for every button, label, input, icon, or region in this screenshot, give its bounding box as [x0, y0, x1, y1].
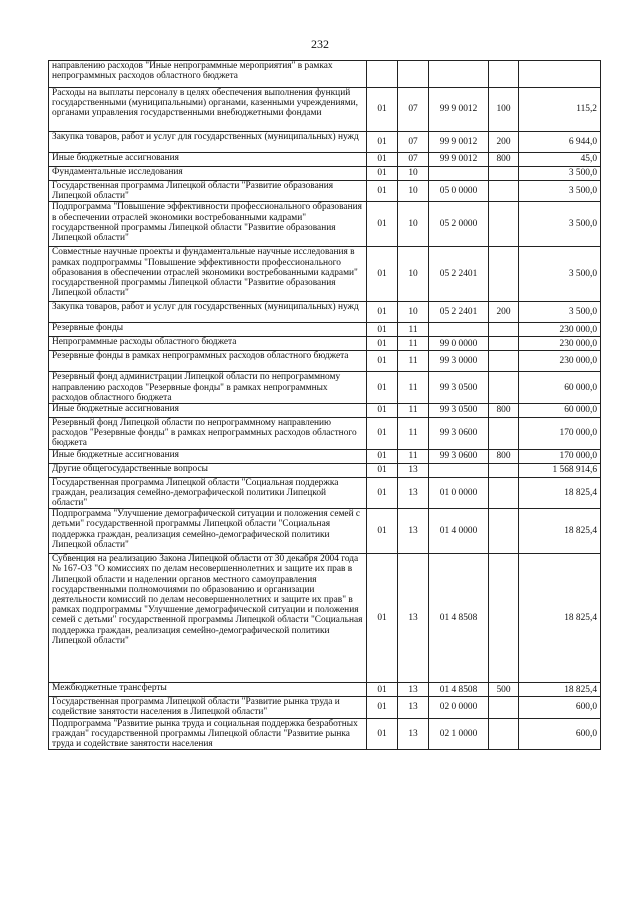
razdel-cell: 01 — [367, 167, 398, 181]
table-row — [49, 697, 601, 718]
amount-cell: 18 825,4 — [519, 683, 601, 697]
expense-type-cell — [489, 718, 519, 750]
row-name-cell: Резервные фонды — [49, 323, 367, 337]
target-article-cell: 99 3 0600 — [429, 418, 489, 450]
table-row — [49, 477, 601, 509]
razdel-cell: 01 — [367, 247, 398, 302]
amount-cell: 3 500,0 — [519, 181, 601, 202]
razdel-cell: 01 — [367, 418, 398, 450]
row-name-cell: Совместные научные проекты и фундаментальные научные исследования в рамках подпрограммы "Повышение эффективности профессионального образования в обеспечении отраслей экономики востребованными кадрами" государственной программы Липецкой области "Развитие образования Липецкой области" — [49, 247, 367, 302]
razdel-cell: 01 — [367, 181, 398, 202]
amount-cell: 600,0 — [519, 697, 601, 718]
table-row — [49, 88, 601, 132]
target-article-cell: 02 0 0000 — [429, 697, 489, 718]
razdel-cell: 01 — [367, 153, 398, 167]
target-article-cell: 99 3 0500 — [429, 372, 489, 404]
podrazdel-cell: 11 — [398, 418, 429, 450]
podrazdel-cell: 11 — [398, 372, 429, 404]
target-article-cell: 99 3 0500 — [429, 404, 489, 418]
razdel-cell: 01 — [367, 202, 398, 247]
podrazdel-cell: 11 — [398, 351, 429, 372]
expense-type-cell — [489, 477, 519, 509]
expense-type-cell: 200 — [489, 302, 519, 323]
amount-cell: 45,0 — [519, 153, 601, 167]
target-article-cell: 99 3 0000 — [429, 351, 489, 372]
razdel-cell: 01 — [367, 351, 398, 372]
expense-type-cell — [489, 554, 519, 683]
target-article-cell — [429, 463, 489, 477]
expense-type-cell: 500 — [489, 683, 519, 697]
amount-cell: 600,0 — [519, 718, 601, 750]
row-name-cell: направлению расходов "Иные непрограммные мероприятия" в рамках непрограммных расходов областного бюджета — [49, 61, 367, 88]
target-article-cell: 05 2 2401 — [429, 302, 489, 323]
amount-cell: 18 825,4 — [519, 477, 601, 509]
podrazdel-cell: 13 — [398, 554, 429, 683]
expense-type-cell: 100 — [489, 88, 519, 132]
expense-type-cell — [489, 247, 519, 302]
table-row — [49, 132, 601, 153]
podrazdel-cell: 10 — [398, 302, 429, 323]
expense-type-cell: 800 — [489, 404, 519, 418]
target-article-cell: 01 4 8508 — [429, 683, 489, 697]
amount-cell: 3 500,0 — [519, 167, 601, 181]
row-name-cell: Резервные фонды в рамках непрограммных расходов областного бюджета — [49, 351, 367, 372]
amount-cell: 60 000,0 — [519, 404, 601, 418]
podrazdel-cell: 10 — [398, 181, 429, 202]
razdel-cell: 01 — [367, 337, 398, 351]
expense-type-cell: 200 — [489, 132, 519, 153]
table-row — [49, 404, 601, 418]
target-article-cell: 02 1 0000 — [429, 718, 489, 750]
row-name-cell: Закупка товаров, работ и услуг для государственных (муниципальных) нужд — [49, 302, 367, 323]
row-name-cell: Подпрограмма "Повышение эффективности профессионального образования в обеспечении отраслей экономики востребованными кадрами" государственной программы Липецкой области "Развитие образования Липецкой области" — [49, 202, 367, 247]
row-name-cell: Резервный фонд Липецкой области по непрограммному направлению расходов "Резервные фонды" в рамках непрограммных расходов областного бюджета — [49, 418, 367, 450]
expense-type-cell: 800 — [489, 153, 519, 167]
budget-table — [48, 60, 601, 750]
podrazdel-cell: 13 — [398, 683, 429, 697]
target-article-cell: 99 9 0012 — [429, 88, 489, 132]
expense-type-cell — [489, 509, 519, 554]
table-row — [49, 372, 601, 404]
razdel-cell: 01 — [367, 302, 398, 323]
target-article-cell: 05 2 0000 — [429, 202, 489, 247]
target-article-cell: 05 0 0000 — [429, 181, 489, 202]
razdel-cell: 01 — [367, 683, 398, 697]
razdel-cell: 01 — [367, 132, 398, 153]
table-row — [49, 302, 601, 323]
expense-type-cell — [489, 202, 519, 247]
target-article-cell: 99 3 0600 — [429, 449, 489, 463]
podrazdel-cell: 07 — [398, 88, 429, 132]
table-row — [49, 418, 601, 450]
podrazdel-cell: 10 — [398, 202, 429, 247]
razdel-cell: 01 — [367, 697, 398, 718]
row-name-cell: Государственная программа Липецкой области "Развитие образования Липецкой области" — [49, 181, 367, 202]
table-row — [49, 351, 601, 372]
amount-cell: 170 000,0 — [519, 418, 601, 450]
podrazdel-cell: 11 — [398, 404, 429, 418]
expense-type-cell — [489, 337, 519, 351]
razdel-cell: 01 — [367, 323, 398, 337]
amount-cell: 3 500,0 — [519, 247, 601, 302]
amount-cell: 230 000,0 — [519, 351, 601, 372]
razdel-cell: 01 — [367, 718, 398, 750]
table-row — [49, 202, 601, 247]
table-row — [49, 449, 601, 463]
amount-cell: 18 825,4 — [519, 554, 601, 683]
target-article-cell: 99 9 0012 — [429, 132, 489, 153]
podrazdel-cell: 10 — [398, 247, 429, 302]
podrazdel-cell — [398, 61, 429, 88]
row-name-cell: Резервный фонд администрации Липецкой области по непрограммному направлению расходов "Резервные фонды" в рамках непрограммных расходов областного бюджета — [49, 372, 367, 404]
target-article-cell: 05 2 2401 — [429, 247, 489, 302]
target-article-cell: 01 0 0000 — [429, 477, 489, 509]
expense-type-cell — [489, 181, 519, 202]
podrazdel-cell: 10 — [398, 167, 429, 181]
table-row — [49, 167, 601, 181]
target-article-cell: 01 4 0000 — [429, 509, 489, 554]
row-name-cell: Расходы на выплаты персоналу в целях обеспечения выполнения функций государственными (муниципальными) органами, казенными учреждениями, органами управления государственными внебюджетными фондами — [49, 88, 367, 132]
podrazdel-cell: 11 — [398, 323, 429, 337]
table-row — [49, 509, 601, 554]
podrazdel-cell: 13 — [398, 509, 429, 554]
podrazdel-cell: 13 — [398, 697, 429, 718]
row-name-cell: Иные бюджетные ассигнования — [49, 449, 367, 463]
amount-cell: 115,2 — [519, 88, 601, 132]
table-row — [49, 337, 601, 351]
expense-type-cell — [489, 167, 519, 181]
podrazdel-cell: 13 — [398, 718, 429, 750]
amount-cell: 230 000,0 — [519, 337, 601, 351]
row-name-cell: Подпрограмма "Улучшение демографической ситуации и положения семей с детьми" государственной программы Липецкой области "Социальная поддержка граждан, реализация семейно-демографической политики Липецкой области" — [49, 509, 367, 554]
razdel-cell — [367, 61, 398, 88]
amount-cell: 3 500,0 — [519, 302, 601, 323]
razdel-cell: 01 — [367, 372, 398, 404]
amount-cell: 60 000,0 — [519, 372, 601, 404]
row-name-cell: Государственная программа Липецкой области "Социальная поддержка граждан, реализация семейно-демографической политики Липецкой области" — [49, 477, 367, 509]
podrazdel-cell: 11 — [398, 449, 429, 463]
podrazdel-cell: 13 — [398, 463, 429, 477]
target-article-cell — [429, 323, 489, 337]
row-name-cell: Иные бюджетные ассигнования — [49, 153, 367, 167]
row-name-cell: Фундаментальные исследования — [49, 167, 367, 181]
expense-type-cell — [489, 351, 519, 372]
target-article-cell: 01 4 8508 — [429, 554, 489, 683]
podrazdel-cell: 07 — [398, 132, 429, 153]
table-row — [49, 153, 601, 167]
table-row — [49, 683, 601, 697]
razdel-cell: 01 — [367, 463, 398, 477]
expense-type-cell — [489, 697, 519, 718]
razdel-cell: 01 — [367, 477, 398, 509]
table-row — [49, 181, 601, 202]
table-row — [49, 247, 601, 302]
amount-cell: 18 825,4 — [519, 509, 601, 554]
row-name-cell: Непрограммные расходы областного бюджета — [49, 337, 367, 351]
podrazdel-cell: 11 — [398, 337, 429, 351]
table-row — [49, 61, 601, 88]
expense-type-cell — [489, 323, 519, 337]
razdel-cell: 01 — [367, 404, 398, 418]
amount-cell: 230 000,0 — [519, 323, 601, 337]
table-row — [49, 463, 601, 477]
expense-type-cell — [489, 372, 519, 404]
expense-type-cell — [489, 61, 519, 88]
table-row — [49, 554, 601, 683]
expense-type-cell: 800 — [489, 449, 519, 463]
row-name-cell: Субвенция на реализацию Закона Липецкой области от 30 декабря 2004 года № 167-ОЗ "О комиссиях по делам несовершеннолетних и защите их прав в Липецкой области и наделении органов местного самоуправления государственными полномочиями по образованию и организации деятельности комиссий по делам несовершеннолетних и защите их прав" в рамках подпрограммы "Улучшение демографической ситуации и положения семей с детьми" государственной программы Липецкой области "Социальная поддержка граждан, реализация семейно-демографической политики Липецкой области" — [49, 554, 367, 683]
row-name-cell: Другие общегосударственные вопросы — [49, 463, 367, 477]
table-row — [49, 718, 601, 750]
amount-cell: 6 944,0 — [519, 132, 601, 153]
page-number: 232 — [311, 37, 329, 51]
podrazdel-cell: 13 — [398, 477, 429, 509]
amount-cell: 1 568 914,6 — [519, 463, 601, 477]
razdel-cell: 01 — [367, 88, 398, 132]
table-row — [49, 323, 601, 337]
expense-type-cell — [489, 418, 519, 450]
expense-type-cell — [489, 463, 519, 477]
amount-cell: 170 000,0 — [519, 449, 601, 463]
podrazdel-cell: 07 — [398, 153, 429, 167]
razdel-cell: 01 — [367, 449, 398, 463]
target-article-cell: 99 9 0012 — [429, 153, 489, 167]
target-article-cell — [429, 167, 489, 181]
razdel-cell: 01 — [367, 509, 398, 554]
target-article-cell: 99 0 0000 — [429, 337, 489, 351]
target-article-cell — [429, 61, 489, 88]
row-name-cell: Межбюджетные трансферты — [49, 683, 367, 697]
row-name-cell: Закупка товаров, работ и услуг для государственных (муниципальных) нужд — [49, 132, 367, 153]
row-name-cell: Подпрограмма "Развитие рынка труда и социальная поддержка безработных граждан" государственной программы Липецкой области "Развитие рынка труда и содействие занятости населения — [49, 718, 367, 750]
amount-cell — [519, 61, 601, 88]
amount-cell: 3 500,0 — [519, 202, 601, 247]
row-name-cell: Государственная программа Липецкой области "Развитие рынка труда и содействие занятости населения в Липецкой области" — [49, 697, 367, 718]
razdel-cell: 01 — [367, 554, 398, 683]
row-name-cell: Иные бюджетные ассигнования — [49, 404, 367, 418]
